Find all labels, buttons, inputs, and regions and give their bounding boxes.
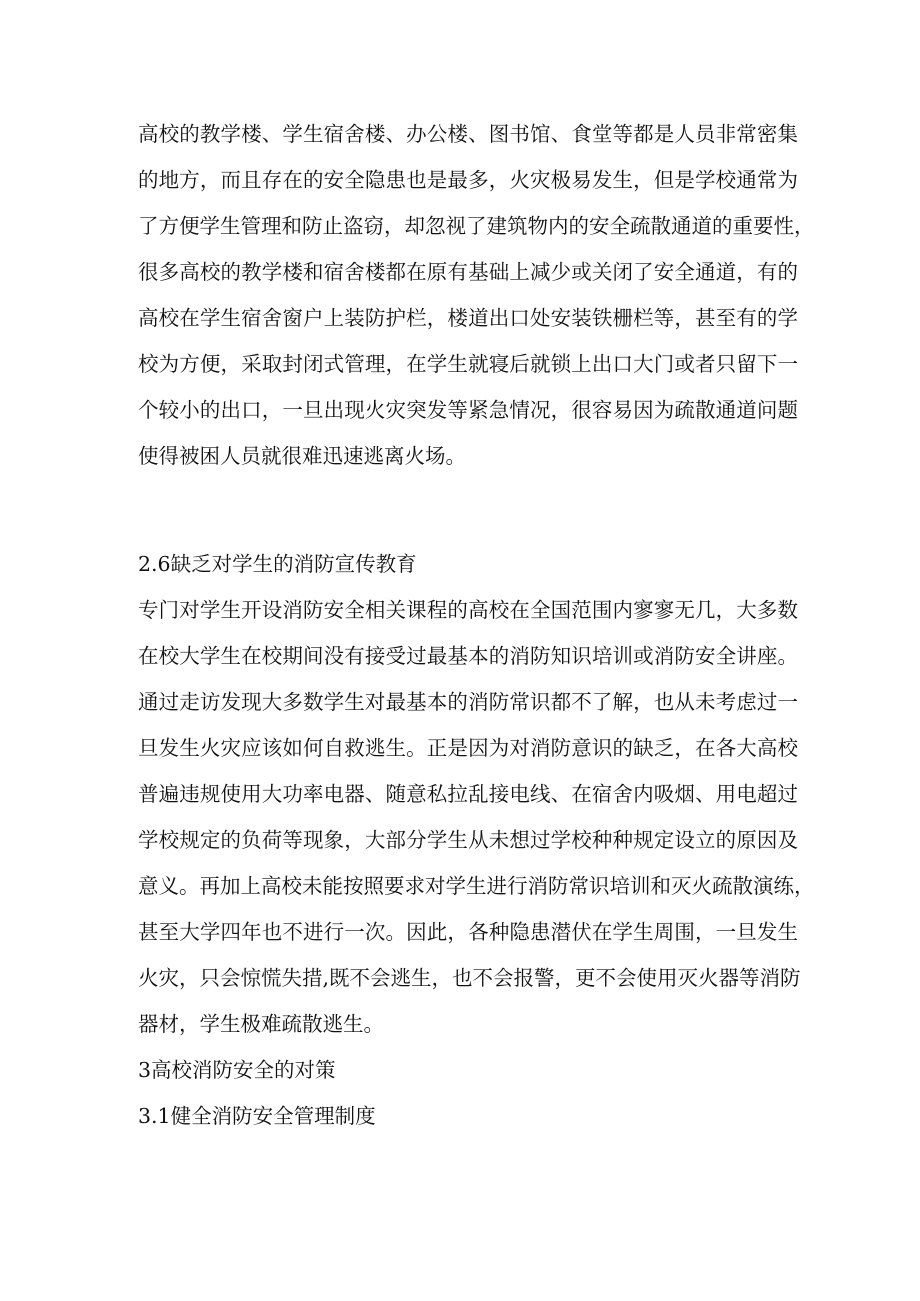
paragraph-1-line-1: 高校的教学楼、学生宿舍楼、办公楼、图书馆、食堂等都是人员非常密集 [138,122,798,146]
section-heading-3-1: 3.1健全消防安全管理制度 [138,1104,376,1128]
paragraph-2-line-10: 器材，学生极难疏散逃生。 [138,1012,384,1036]
paragraph-2-line-5: 普遍违规使用大功率电器、随意私拉乱接电线、在宿舍内吸烟、用电超过 [138,782,798,806]
paragraph-2-line-6: 学校规定的负荷等现象，大部分学生从未想过学校种种规定设立的原因及 [138,828,798,852]
paragraph-2-line-8: 甚至大学四年也不进行一次。因此，各种隐患潜伏在学生周围，一旦发生 [138,920,798,944]
section-heading-3: 3高校消防安全的对策 [138,1058,336,1082]
paragraph-1-line-6: 校为方便，采取封闭式管理，在学生就寝后就锁上出口大门或者只留下一 [138,352,798,376]
paragraph-2-line-4: 旦发生火灾应该如何自救逃生。正是因为对消防意识的缺乏，在各大高校 [138,736,798,760]
paragraph-2-line-2: 在校大学生在校期间没有接受过最基本的消防知识培训或消防安全讲座。 [138,644,798,668]
paragraph-1-line-5: 高校在学生宿舍窗户上装防护栏，楼道出口处安装铁栅栏等，甚至有的学 [138,306,798,330]
paragraph-2-line-3: 通过走访发现大多数学生对最基本的消防常识都不了解，也从未考虑过一 [138,690,798,714]
paragraph-1-line-3: 了方便学生管理和防止盗窃，却忽视了建筑物内的安全疏散通道的重要性， [138,214,815,238]
paragraph-2-line-7: 意义。再加上高校未能按照要求对学生进行消防常识培训和灭火疏散演练， [138,874,815,898]
paragraph-2-line-9: 火灾，只会惊慌失措,既不会逃生，也不会报警，更不会使用灭火器等消防 [138,966,801,990]
paragraph-1-line-2: 的地方，而且存在的安全隐患也是最多，火灾极易发生，但是学校通常为 [138,168,798,192]
paragraph-1-line-8: 使得被困人员就很难迅速逃离火场。 [138,444,466,468]
section-heading-2-6: 2.6缺乏对学生的消防宣传教育 [138,552,417,576]
paragraph-1-line-4: 很多高校的教学楼和宿舍楼都在原有基础上减少或关闭了安全通道，有的 [138,260,798,284]
paragraph-2-line-1: 专门对学生开设消防安全相关课程的高校在全国范围内寥寥无几，大多数 [138,598,798,622]
paragraph-1-line-7: 个较小的出口，一旦出现火灾突发等紧急情况，很容易因为疏散通道问题 [138,398,798,422]
